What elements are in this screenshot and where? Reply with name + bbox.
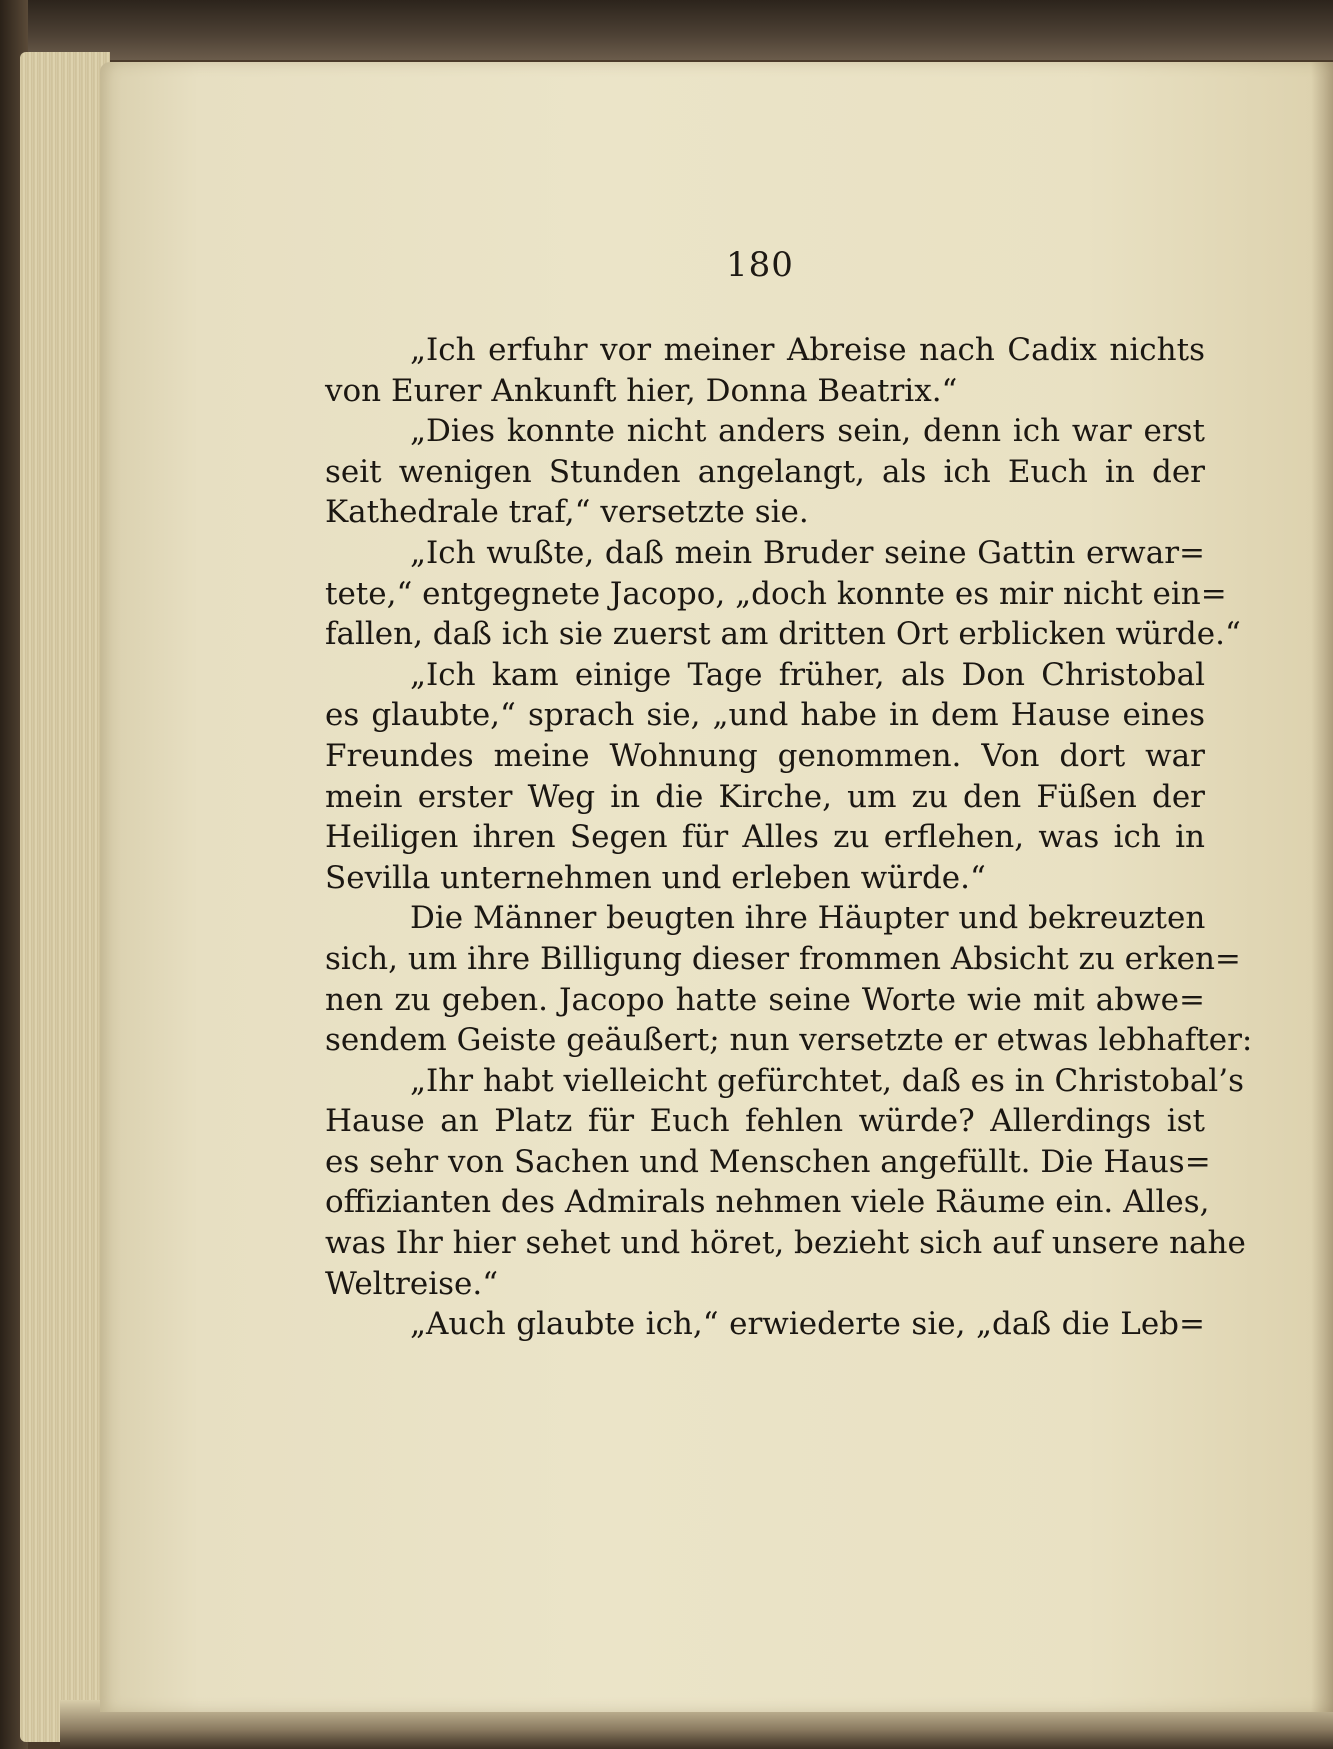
text-line: mein erster Weg in die Kirche, um zu den Füßen der bbox=[325, 778, 1205, 815]
page-gutter-shadow bbox=[1311, 62, 1333, 1712]
text-line: es glaubte,“ sprach sie, „und habe in dem Hause eines bbox=[325, 697, 1205, 734]
text-line: was Ihr hier sehet und höret, bezieht sich auf unsere nahe bbox=[325, 1225, 1246, 1262]
page-edges bbox=[20, 52, 110, 1742]
text-line: Weltreise.“ bbox=[325, 1265, 499, 1302]
text-line: „Ihr habt vielleicht gefürchtet, daß es in Christobal’s bbox=[410, 1062, 1244, 1099]
text-line: „Auch glaubte ich,“ erwiederte sie, „daß die Leb= bbox=[410, 1306, 1205, 1343]
text-line: Die Männer beugten ihre Häupter und bekreuzten bbox=[410, 900, 1206, 937]
text-line: fallen, daß ich sie zuerst am dritten Ort erblicken würde.“ bbox=[325, 616, 1241, 653]
text-line: Hause an Platz für Euch fehlen würde? Allerdings ist bbox=[325, 1103, 1205, 1140]
text-line: sich, um ihre Billigung dieser frommen Absicht zu erken= bbox=[325, 940, 1241, 977]
text-line: tete,“ entgegnete Jacopo, „doch konnte es mir nicht ein= bbox=[325, 575, 1227, 612]
text-line: seit wenigen Stunden angelangt, als ich Euch in der bbox=[325, 453, 1205, 490]
text-line: „Ich wußte, daß mein Bruder seine Gattin erwar= bbox=[410, 534, 1205, 571]
text-line: Kathedrale traf,“ versetzte sie. bbox=[325, 494, 809, 531]
text-line: Sevilla unternehmen und erleben würde.“ bbox=[325, 859, 986, 896]
text-line: Freundes meine Wohnung genommen. Von dort war bbox=[325, 737, 1205, 774]
text-line: von Eurer Ankunft hier, Donna Beatrix.“ bbox=[325, 372, 958, 409]
text-line: es sehr von Sachen und Menschen angefüllt. Die Haus= bbox=[325, 1143, 1211, 1180]
text-line: nen zu geben. Jacopo hatte seine Worte wie mit abwe= bbox=[325, 981, 1205, 1018]
text-line: „Ich kam einige Tage früher, als Don Christobal bbox=[410, 656, 1205, 693]
text-line: „Dies konnte nicht anders sein, denn ich war erst bbox=[410, 413, 1205, 450]
text-line: offizianten des Admirals nehmen viele Räume ein. Alles, bbox=[325, 1184, 1210, 1221]
page-number: 180 bbox=[726, 245, 794, 285]
text-line: sendem Geiste geäußert; nun versetzte er etwas lebhafter: bbox=[325, 1022, 1253, 1059]
body-text bbox=[325, 330, 1253, 1345]
book-cover-top bbox=[0, 0, 1333, 60]
text-line: „Ich erfuhr vor meiner Abreise nach Cadix nichts bbox=[410, 332, 1205, 368]
text-line: Heiligen ihren Segen für Alles zu erflehen, was ich in bbox=[325, 819, 1205, 856]
